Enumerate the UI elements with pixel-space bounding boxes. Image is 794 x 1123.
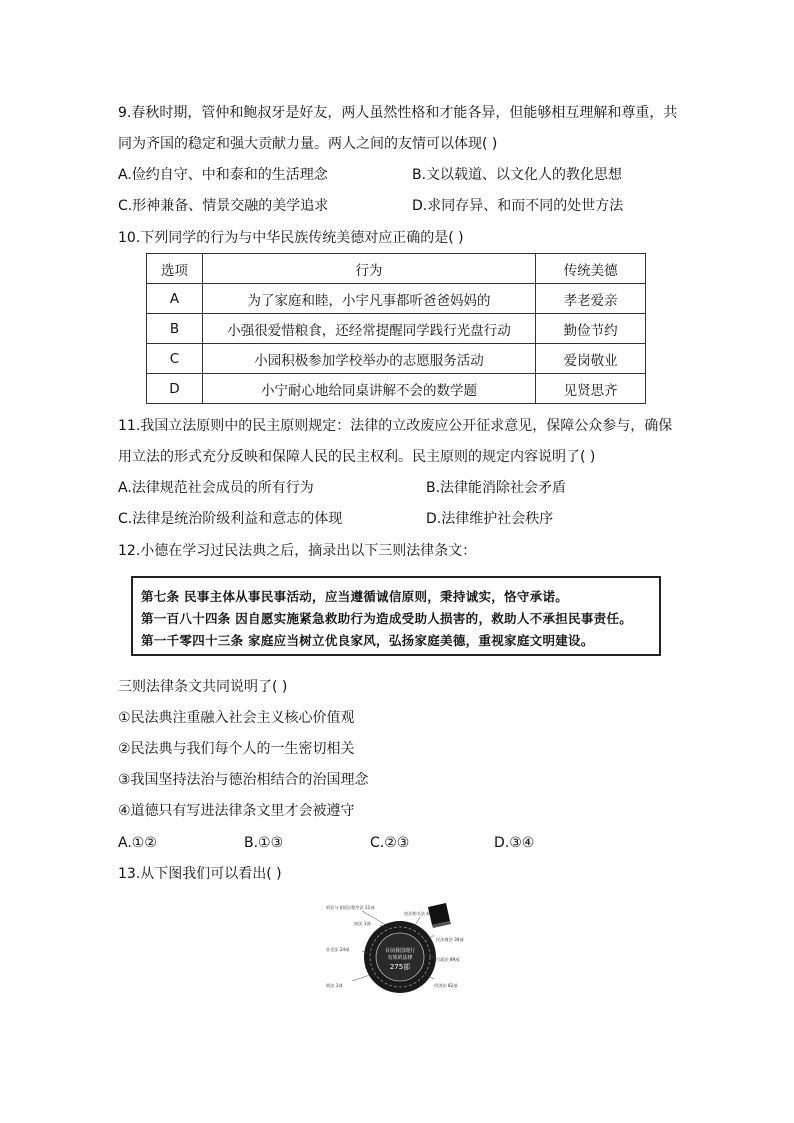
center-title-line1: 目前我国现行 bbox=[384, 948, 416, 954]
label-economic: 经济法 82部 bbox=[434, 983, 458, 988]
q12-option-b: B.①③ bbox=[244, 835, 284, 851]
law-articles-box bbox=[131, 576, 661, 656]
q11-option-c: C.法律是统治阶级利益和意志的体现 bbox=[118, 511, 343, 527]
cell-virtue: 爱岗敬业 bbox=[536, 344, 646, 374]
label-social: 社会法 24部 bbox=[326, 947, 350, 952]
cell-option: C bbox=[147, 344, 203, 374]
table-row bbox=[147, 314, 646, 344]
table-row bbox=[147, 344, 646, 374]
q10-stem: 10.下列同学的行为与中华民族传统美德对应正确的是( ) bbox=[118, 230, 464, 246]
q12-statement-3: ③我国坚持法治与德治相结合的治国理念 bbox=[118, 772, 369, 788]
cell-option: D bbox=[147, 374, 203, 404]
law-article-7: 第七条 民事主体从事民事活动，应当遵循诚信原则，秉持诚实，恪守承诺。 bbox=[141, 589, 569, 604]
q9-option-a: A.俭约自守、中和泰和的生活理念 bbox=[118, 167, 328, 183]
header-option: 选项 bbox=[147, 254, 203, 284]
q9-option-d: D.求同存异、和而不同的处世方法 bbox=[412, 198, 624, 214]
center-title-line2: 有效的法律 bbox=[387, 955, 413, 961]
q12-question: 三则法律条文共同说明了( ) bbox=[118, 679, 288, 695]
cell-behavior: 小园积极参加学校举办的志愿服务活动 bbox=[202, 344, 535, 374]
q10-table bbox=[146, 253, 646, 404]
label-criminal: 刑法 1部 bbox=[326, 983, 343, 988]
cell-behavior: 小宁耐心地给同桌讲解不会的数学题 bbox=[202, 374, 535, 404]
law-statistics-figure bbox=[322, 895, 478, 1007]
law-article-1043: 第一千零四十三条 家庭应当树立优良家风，弘扬家庭美德，重视家庭文明建设。 bbox=[141, 633, 594, 648]
cell-virtue: 勤俭节约 bbox=[536, 314, 646, 344]
q9-option-b: B.文以载道、以文化人的教化思想 bbox=[412, 167, 623, 183]
cell-behavior: 为了家庭和睦，小宇凡事都听爸爸妈妈的 bbox=[202, 284, 535, 314]
cell-option: B bbox=[147, 314, 203, 344]
q11-stem-line1: 11.我国立法原则中的民主原则规定：法律的立改废应公开征求意见，保障公众参与，确保 bbox=[118, 418, 673, 434]
label-constitution-related: 宪法相关法 48部 bbox=[404, 911, 436, 916]
q12-option-a: A.①② bbox=[118, 835, 157, 851]
table-row bbox=[147, 374, 646, 404]
q12-statement-1: ①民法典注重融入社会主义核心价值观 bbox=[118, 710, 355, 726]
label-civil-commercial: 民法商法 34部 bbox=[436, 937, 464, 942]
q11-option-a: A.法律规范社会成员的所有行为 bbox=[118, 480, 314, 496]
cell-behavior: 小强很爱惜粮食，还经常提醒同学践行光盘行动 bbox=[202, 314, 535, 344]
label-constitution: 宪法 1部 bbox=[354, 921, 371, 926]
q11-stem-line2: 用立法的形式充分反映和保障人民的民主权利。民主原则的规定内容说明了( ) bbox=[118, 449, 596, 465]
header-behavior: 行为 bbox=[202, 254, 535, 284]
cell-option: A bbox=[147, 284, 203, 314]
law-article-184: 第一百八十四条 因自愿实施紧急救助行为造成受助人损害的，救助人不承担民事责任。 bbox=[141, 611, 633, 626]
q12-statement-2: ②民法典与我们每个人的一生密切相关 bbox=[118, 741, 355, 757]
q9-option-c: C.形神兼备、情景交融的美学追求 bbox=[118, 198, 329, 214]
cell-virtue: 见贤思齐 bbox=[536, 374, 646, 404]
label-administrative: 行政法 89部 bbox=[436, 957, 460, 962]
q11-option-d: D.法律维护社会秩序 bbox=[426, 511, 554, 527]
q13-stem: 13.从下图我们可以看出( ) bbox=[118, 866, 282, 882]
q9-stem-line2: 同为齐国的稳定和强大贡献力量。两人之间的友情可以体现( ) bbox=[118, 136, 498, 152]
q9-stem-line1: 9.春秋时期，管仲和鲍叔牙是好友，两人虽然性格和才能各异，但能够相互理解和尊重，共 bbox=[118, 105, 678, 121]
label-procedural-law: 诉讼与非诉讼程序法 11部 bbox=[326, 905, 375, 910]
table-header-row bbox=[147, 254, 646, 284]
q11-option-b: B.法律能消除社会矛盾 bbox=[426, 480, 567, 496]
table-row bbox=[147, 284, 646, 314]
q12-statement-4: ④道德只有写进法律条文里才会被遵守 bbox=[118, 803, 355, 819]
q12-stem: 12.小德在学习过民法典之后，摘录出以下三则法律条文： bbox=[118, 543, 477, 559]
q12-option-c: C.②③ bbox=[370, 835, 410, 851]
q12-option-d: D.③④ bbox=[494, 835, 535, 851]
center-value: 275部 bbox=[389, 963, 411, 971]
cell-virtue: 孝老爱亲 bbox=[536, 284, 646, 314]
header-virtue: 传统美德 bbox=[536, 254, 646, 284]
